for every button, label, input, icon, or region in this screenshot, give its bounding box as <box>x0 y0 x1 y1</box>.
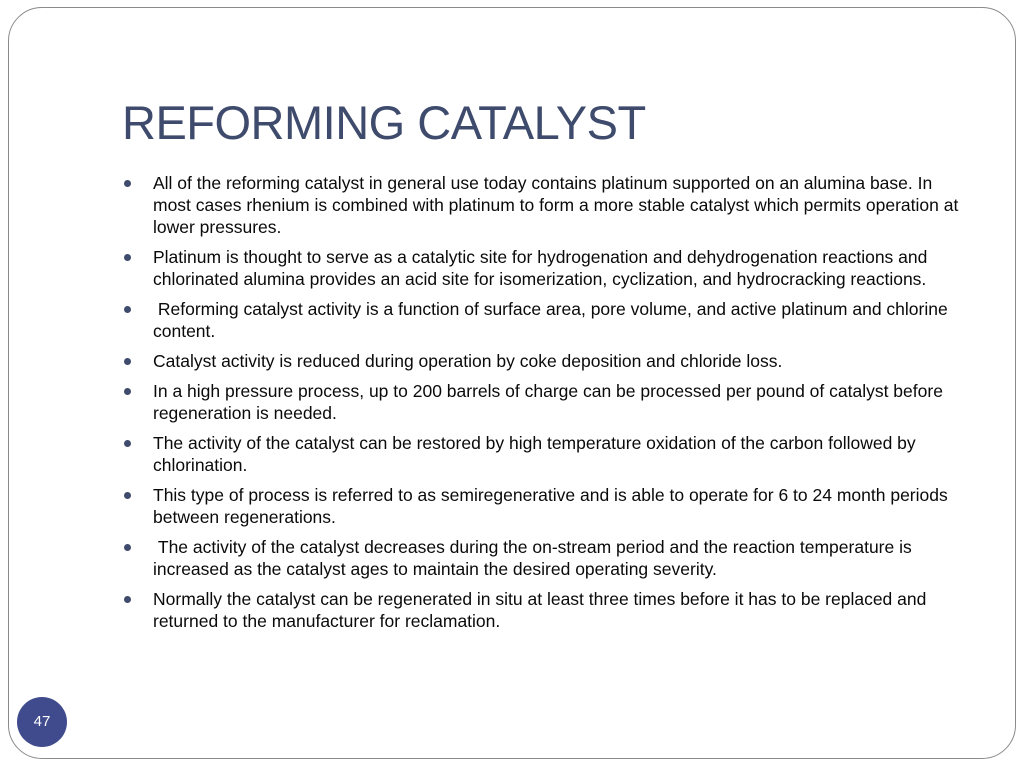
bullet-item <box>124 246 964 290</box>
bullet-item <box>124 380 964 424</box>
bullet-dot-icon <box>124 388 131 395</box>
bullet-dot-icon <box>124 180 131 187</box>
bullet-text: The activity of the catalyst decreases during the on-stream period and the reaction temperature is increased as the catalyst ages to maintain the desired operating severity. <box>153 537 917 579</box>
bullet-item <box>124 350 964 372</box>
page-number-badge: 47 <box>17 697 67 747</box>
bullet-text: Platinum is thought to serve as a catalytic site for hydrogenation and dehydrogenation reactions and chlorinated alumina provides an acid site for isomerization, cyclization, and hydrocracking reactions. <box>153 247 933 289</box>
slide-title: REFORMING CATALYST <box>122 96 646 149</box>
bullet-dot-icon <box>124 254 131 261</box>
bullet-text: In a high pressure process, up to 200 barrels of charge can be processed per pound of catalyst before regeneration is needed. <box>153 381 948 423</box>
bullet-item <box>124 432 964 476</box>
bullet-text: Catalyst activity is reduced during operation by coke deposition and chloride loss. <box>153 351 783 371</box>
bullet-list <box>124 172 964 640</box>
bullet-dot-icon <box>124 306 131 313</box>
bullet-text: This type of process is referred to as semiregenerative and is able to operate for 6 to 24 month periods between regenerations. <box>153 485 953 527</box>
bullet-text: All of the reforming catalyst in general use today contains platinum supported on an alumina base. In most cases rhenium is combined with platinum to form a more stable catalyst which permits operation at lower pressures. <box>153 173 964 237</box>
bullet-item <box>124 536 964 580</box>
bullet-text: The activity of the catalyst can be restored by high temperature oxidation of the carbon followed by chlorination. <box>153 433 921 475</box>
bullet-item <box>124 172 964 238</box>
bullet-dot-icon <box>124 440 131 447</box>
bullet-dot-icon <box>124 492 131 499</box>
slide-frame <box>8 7 1016 759</box>
bullet-text: Normally the catalyst can be regenerated in situ at least three times before it has to be replaced and returned to the manufacturer for reclamation. <box>153 589 932 631</box>
bullet-text: Reforming catalyst activity is a function of surface area, pore volume, and active platinum and chlorine content. <box>153 299 953 341</box>
bullet-item <box>124 588 964 632</box>
bullet-dot-icon <box>124 544 131 551</box>
bullet-item <box>124 484 964 528</box>
bullet-dot-icon <box>124 596 131 603</box>
bullet-item <box>124 298 964 342</box>
bullet-dot-icon <box>124 358 131 365</box>
